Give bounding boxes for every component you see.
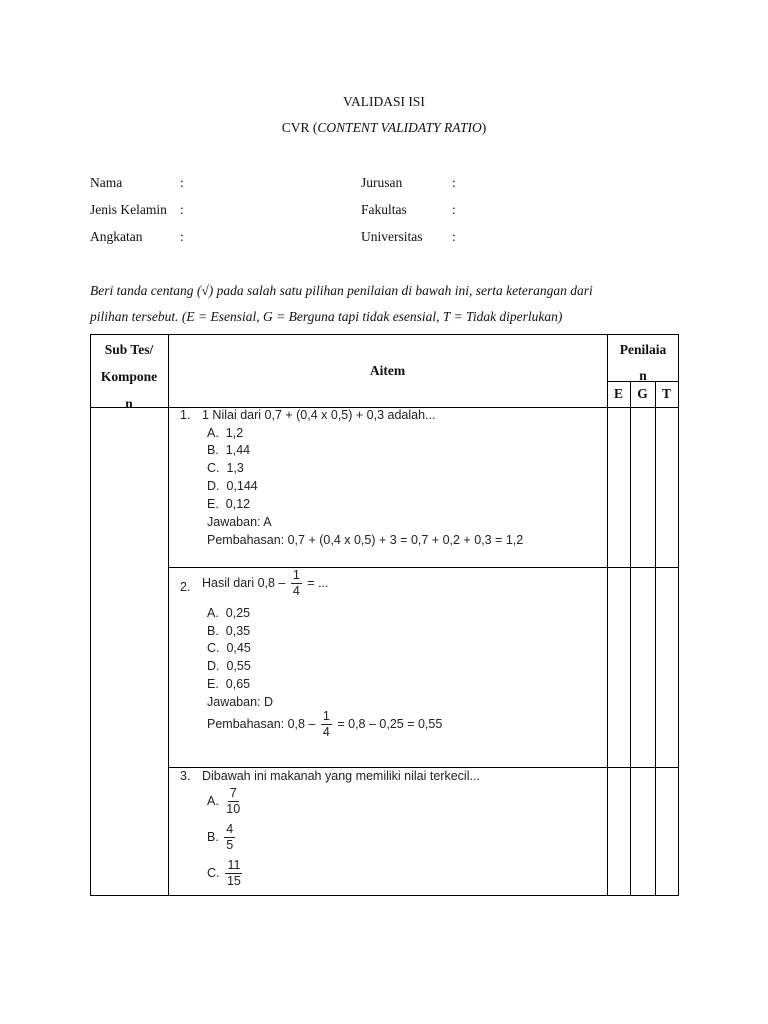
option-letter: B. xyxy=(207,443,219,457)
colon: : xyxy=(180,229,184,244)
option-letter: B. xyxy=(207,624,219,638)
colon: : xyxy=(452,202,456,217)
item-number: 3. xyxy=(180,769,191,783)
option-fraction: C. $\frac{11}{15}$ xyxy=(207,858,241,888)
colon: : xyxy=(452,175,456,190)
option-text: 0,65 xyxy=(225,677,251,691)
option-text: 1,3 xyxy=(226,461,244,475)
answer: Jawaban: D xyxy=(207,695,274,709)
explanation: Pembahasan: 0,7 + (0,4 x 0,5) + 3 = 0,7 + 0,2 + 0,3 = 1,2 xyxy=(207,533,524,547)
option-letter: E. xyxy=(207,497,219,511)
header-subtes: Sub Tes/ Kompone n xyxy=(100,342,158,411)
colon: : xyxy=(180,175,184,190)
option-fraction: B. $\frac{4}{5}$ xyxy=(207,822,234,852)
option-letter: A. xyxy=(207,426,219,440)
item-number: 1. xyxy=(180,408,191,422)
option-fraction: A. $\frac{7}{10}$ xyxy=(207,786,241,816)
option-text: 0,144 xyxy=(226,479,258,493)
option-text: 0,25 xyxy=(225,606,251,620)
header-t: T xyxy=(661,386,671,401)
item-question: Dibawah ini makanah yang memiliki nilai terkecil... xyxy=(202,769,480,783)
header-penilaian: Penilaia n xyxy=(619,342,667,383)
page-title: VALIDASI ISI xyxy=(343,94,425,109)
item-question: 1 Nilai dari 0,7 + (0,4 x 0,5) + 0,3 adalah... xyxy=(202,408,436,422)
label-jenis-kelamin: Jenis Kelamin xyxy=(90,202,167,217)
answer: Jawaban: A xyxy=(207,515,272,529)
option-letter: E. xyxy=(207,677,219,691)
option-text: 0,45 xyxy=(226,641,251,655)
option-letter: D. xyxy=(207,659,220,673)
page-subtitle: CVR (CONTENT VALIDATY RATIO) xyxy=(281,120,487,135)
label-nama: Nama xyxy=(90,175,123,190)
colon: : xyxy=(452,229,456,244)
option-text: 0,12 xyxy=(225,497,251,511)
option-letter: D. xyxy=(207,479,220,493)
option-letter: C. xyxy=(207,461,220,475)
fraction: $\frac{1}{4}$ xyxy=(292,568,300,598)
label-jurusan: Jurusan xyxy=(361,175,403,190)
option-letter: C. xyxy=(207,641,220,655)
label-angkatan: Angkatan xyxy=(90,229,143,244)
option-text: 1,2 xyxy=(225,426,244,440)
option-text: 0,35 xyxy=(225,624,251,638)
colon: : xyxy=(180,202,184,217)
label-universitas: Universitas xyxy=(361,229,423,244)
header-e: E xyxy=(613,386,623,401)
option-text: 1,44 xyxy=(225,443,251,457)
item-question: Hasil dari 0,8 – $\frac{1}{4}$ = ... xyxy=(202,568,329,598)
option-text: 0,55 xyxy=(226,659,251,673)
label-fakultas: Fakultas xyxy=(361,202,407,217)
explanation: Pembahasan: 0,8 – $\frac{1}{4}$ = 0,8 – 0,25 = 0,55 xyxy=(207,709,443,739)
header-aitem: Aitem xyxy=(369,363,406,378)
item-number: 2. xyxy=(180,580,191,594)
instruction-line-1: Beri tanda centang (√) pada salah satu pilihan penilaian di bawah ini, serta keterangan dari xyxy=(90,283,593,298)
fraction: $\frac{1}{4}$ xyxy=(322,709,330,739)
option-letter: A. xyxy=(207,606,219,620)
header-g: G xyxy=(637,386,648,401)
instruction-line-2: pilihan tersebut. (E = Esensial, G = Berguna tapi tidak esensial, T = Tidak diperlukan) xyxy=(90,309,563,324)
